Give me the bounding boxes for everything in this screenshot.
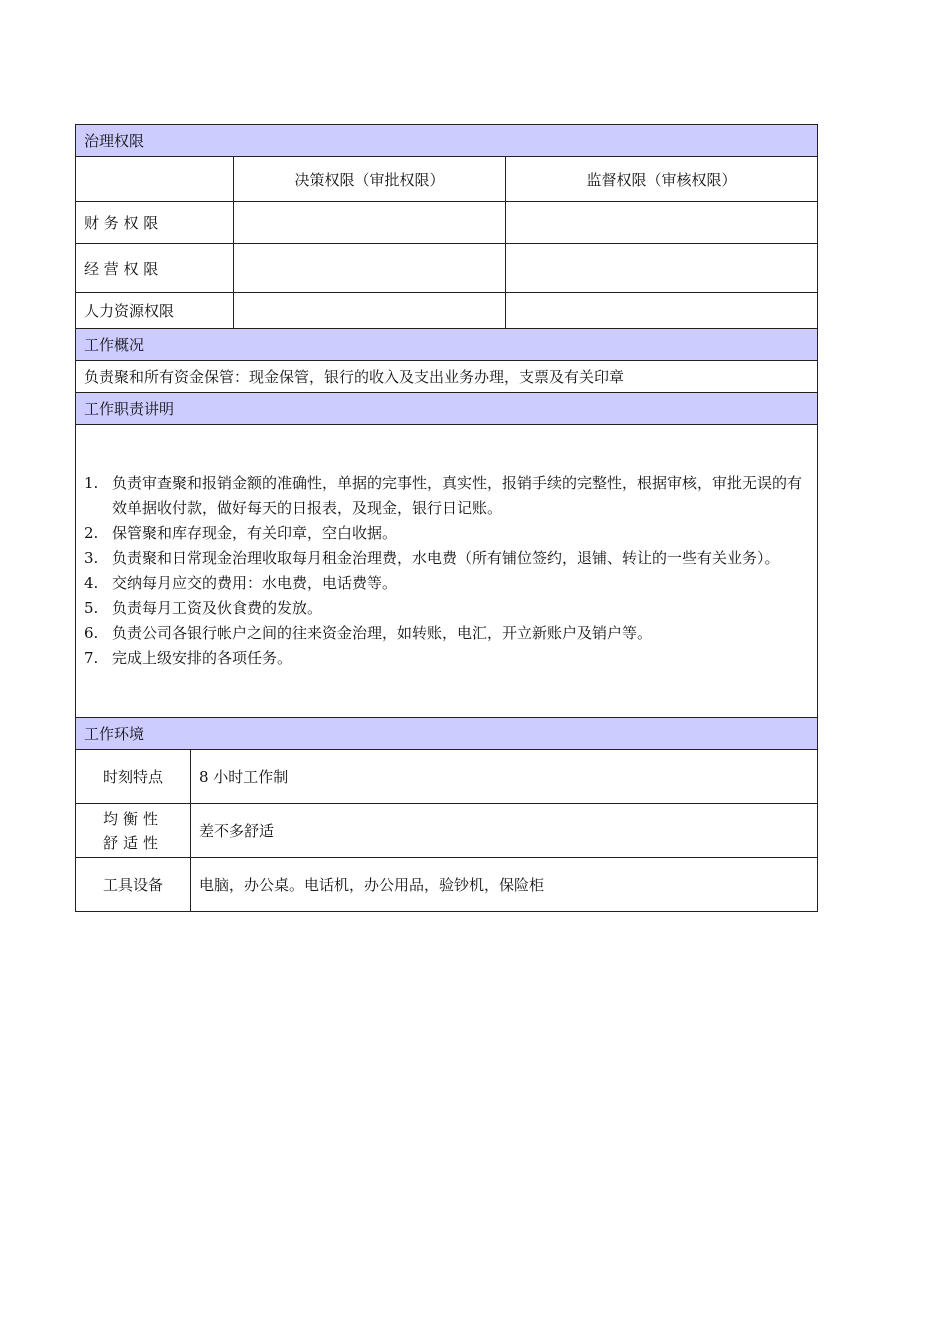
balance-label: 均衡性 — [102, 809, 163, 828]
duty-number: 2. — [84, 524, 99, 542]
authority-section-title: 治理权限 — [76, 125, 818, 157]
authority-row-hr — [76, 293, 818, 329]
environment-section-header — [76, 718, 818, 750]
job-description-table — [75, 124, 818, 912]
environment-section-title: 工作环境 — [76, 718, 818, 750]
duty-item — [84, 546, 809, 571]
finance-supervision-cell — [506, 202, 818, 244]
duty-item — [84, 521, 809, 546]
hr-decision-cell — [234, 293, 506, 329]
duty-text: 完成上级安排的各项任务。 — [112, 649, 293, 667]
authority-section-header — [76, 125, 818, 157]
duty-item — [84, 596, 809, 621]
duty-number: 1. — [84, 474, 99, 492]
duty-text: 负责审查聚和报销金额的准确性，单据的完事性，真实性，报销手续的完整性，根据审核，审批无误的有效单据收付款，做好每天的日报表，及现金，银行日记账。 — [112, 474, 803, 517]
duties-row — [76, 425, 818, 718]
environment-row-balance — [76, 804, 818, 858]
hr-supervision-cell — [506, 293, 818, 329]
duty-number: 5. — [84, 599, 99, 617]
tools-equipment-label: 工具设备 — [76, 858, 191, 912]
finance-decision-cell — [234, 202, 506, 244]
tools-equipment-value: 电脑，办公桌。电话机，办公用品，验钞机，保险柜 — [191, 858, 818, 912]
empty-corner-cell — [76, 157, 234, 202]
time-feature-value: 8 小时工作制 — [191, 750, 818, 804]
authority-column-headers — [76, 157, 818, 202]
duty-item — [84, 646, 809, 671]
duty-item — [84, 471, 809, 521]
decision-authority-header: 决策权限（审批权限） — [234, 157, 506, 202]
operations-supervision-cell — [506, 244, 818, 293]
balance-comfort-label — [76, 804, 191, 858]
balance-comfort-value: 差不多舒适 — [191, 804, 818, 858]
duties-section-title: 工作职责讲明 — [76, 393, 818, 425]
overview-row — [76, 361, 818, 393]
duty-number: 4. — [84, 574, 99, 592]
environment-row-time — [76, 750, 818, 804]
duties-list — [84, 471, 809, 671]
overview-section-title: 工作概况 — [76, 329, 818, 361]
duty-text: 负责公司各银行帐户之间的往来资金治理，如转账，电汇，开立新账户及销户等。 — [112, 624, 653, 642]
duties-cell — [76, 425, 818, 718]
duty-text: 交纳每月应交的费用：水电费，电话费等。 — [112, 574, 398, 592]
duty-text: 保管聚和库存现金，有关印章，空白收据。 — [112, 524, 398, 542]
authority-row-finance — [76, 202, 818, 244]
overview-text: 负责聚和所有资金保管：现金保管，银行的收入及支出业务办理，支票及有关印章 — [76, 361, 818, 393]
duty-item — [84, 621, 809, 646]
duty-text: 负责每月工资及伙食费的发放。 — [112, 599, 323, 617]
hr-authority-label: 人力资源权限 — [76, 293, 234, 329]
overview-section-header — [76, 329, 818, 361]
finance-authority-label: 财 务 权 限 — [76, 202, 234, 244]
duty-number: 3. — [84, 549, 99, 567]
time-feature-label: 时刻特点 — [76, 750, 191, 804]
duty-number: 7. — [84, 649, 99, 667]
duties-section-header — [76, 393, 818, 425]
comfort-label: 舒适性 — [102, 833, 163, 852]
operations-decision-cell — [234, 244, 506, 293]
authority-row-operations — [76, 244, 818, 293]
duty-item — [84, 571, 809, 596]
environment-row-tools — [76, 858, 818, 912]
duty-number: 6. — [84, 624, 99, 642]
operations-authority-label: 经 营 权 限 — [76, 244, 234, 293]
supervision-authority-header: 监督权限（审核权限） — [506, 157, 818, 202]
duty-text: 负责聚和日常现金治理收取每月租金治理费，水电费（所有铺位签约，退铺、转让的一些有关业务）。 — [112, 549, 780, 567]
